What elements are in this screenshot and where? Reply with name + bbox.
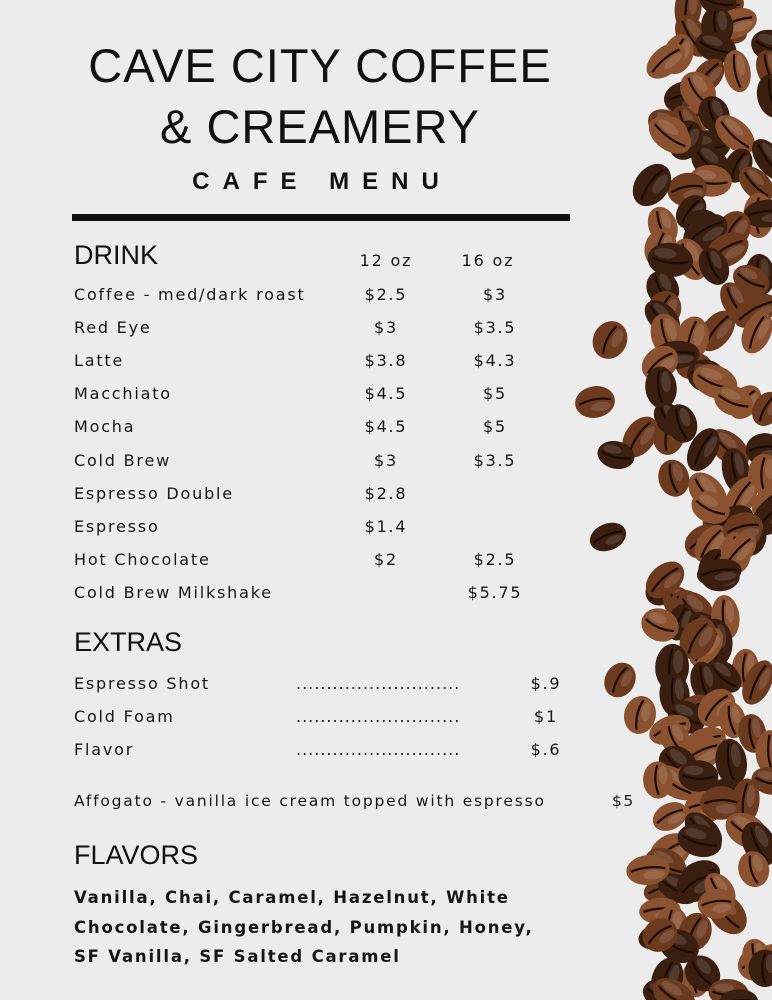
drink-price-12oz: $2.5 (364, 285, 408, 304)
drink-name: Red Eye (74, 318, 152, 337)
extras-section-heading: EXTRAS (74, 627, 183, 657)
drink-name: Espresso Double (74, 484, 234, 503)
flavors-line: SF Vanilla, SF Salted Caramel (74, 947, 401, 966)
drink-name: Espresso (74, 517, 160, 536)
drink-name: Latte (74, 351, 125, 370)
drink-price-12oz: $2.8 (364, 484, 408, 503)
drink-price-16oz: $2.5 (473, 550, 517, 569)
size-16oz-label: 16 oz (461, 251, 515, 270)
extra-leader-dots: ........................... (296, 740, 461, 759)
drink-price-12oz: $3.8 (364, 351, 408, 370)
extra-leader-dots: ........................... (296, 674, 461, 693)
drink-price-16oz: $5 (483, 417, 507, 436)
coffee-beans-image (560, 0, 772, 1000)
drink-price-12oz: $4.5 (364, 384, 408, 403)
flavors-list (74, 883, 554, 972)
title-divider (72, 214, 570, 221)
coffee-bean (586, 518, 631, 557)
flavors-section-heading: FLAVORS (74, 840, 199, 870)
affogato-price: $5 (612, 792, 635, 810)
drink-name: Hot Chocolate (74, 550, 211, 569)
menu-title-line-1: CAVE CITY COFFEE (88, 39, 552, 92)
drink-price-16oz: $3.5 (473, 318, 517, 337)
drink-name: Cold Brew Milkshake (74, 583, 273, 602)
flavors-line: Vanilla, Chai, Caramel, Hazelnut, White (74, 888, 510, 907)
drink-price-16oz: $3 (483, 285, 507, 304)
menu-subtitle: CAFE MENU (192, 168, 452, 195)
drink-price-12oz: $3 (374, 318, 398, 337)
flavors-line: Chocolate, Gingerbread, Pumpkin, Honey, (74, 917, 534, 937)
size-12oz-label: 12 oz (359, 251, 413, 270)
drink-name: Mocha (74, 417, 136, 436)
coffee-bean (573, 383, 618, 421)
drink-name: Macchiato (74, 384, 172, 403)
affogato-description: Affogato - vanilla ice cream topped with espresso (74, 792, 546, 810)
coffee-bean (753, 71, 772, 122)
drink-price-12oz: $4.5 (364, 417, 408, 436)
drink-name: Cold Brew (74, 451, 171, 470)
drink-price-16oz: $5.75 (467, 583, 523, 602)
drink-name: Coffee - med/dark roast (74, 285, 306, 304)
extra-name: Flavor (74, 740, 135, 759)
coffee-bean (586, 315, 633, 365)
drink-price-16oz: $4.3 (473, 351, 517, 370)
drink-price-12oz: $3 (374, 451, 398, 470)
drink-section-heading: DRINK (74, 240, 159, 270)
menu-title-line-2: & CREAMERY (160, 100, 480, 153)
extra-leader-dots: ........................... (296, 707, 461, 726)
drink-price-16oz: $5 (483, 384, 507, 403)
extra-price: $.6 (530, 740, 562, 759)
extra-price: $1 (534, 707, 558, 726)
extra-price: $.9 (530, 674, 562, 693)
coffee-bean (598, 657, 642, 703)
drink-price-16oz: $3.5 (473, 451, 517, 470)
extra-name: Espresso Shot (74, 674, 210, 693)
drink-price-12oz: $1.4 (364, 517, 408, 536)
drink-price-12oz: $2 (374, 550, 398, 569)
extra-name: Cold Foam (74, 707, 175, 726)
